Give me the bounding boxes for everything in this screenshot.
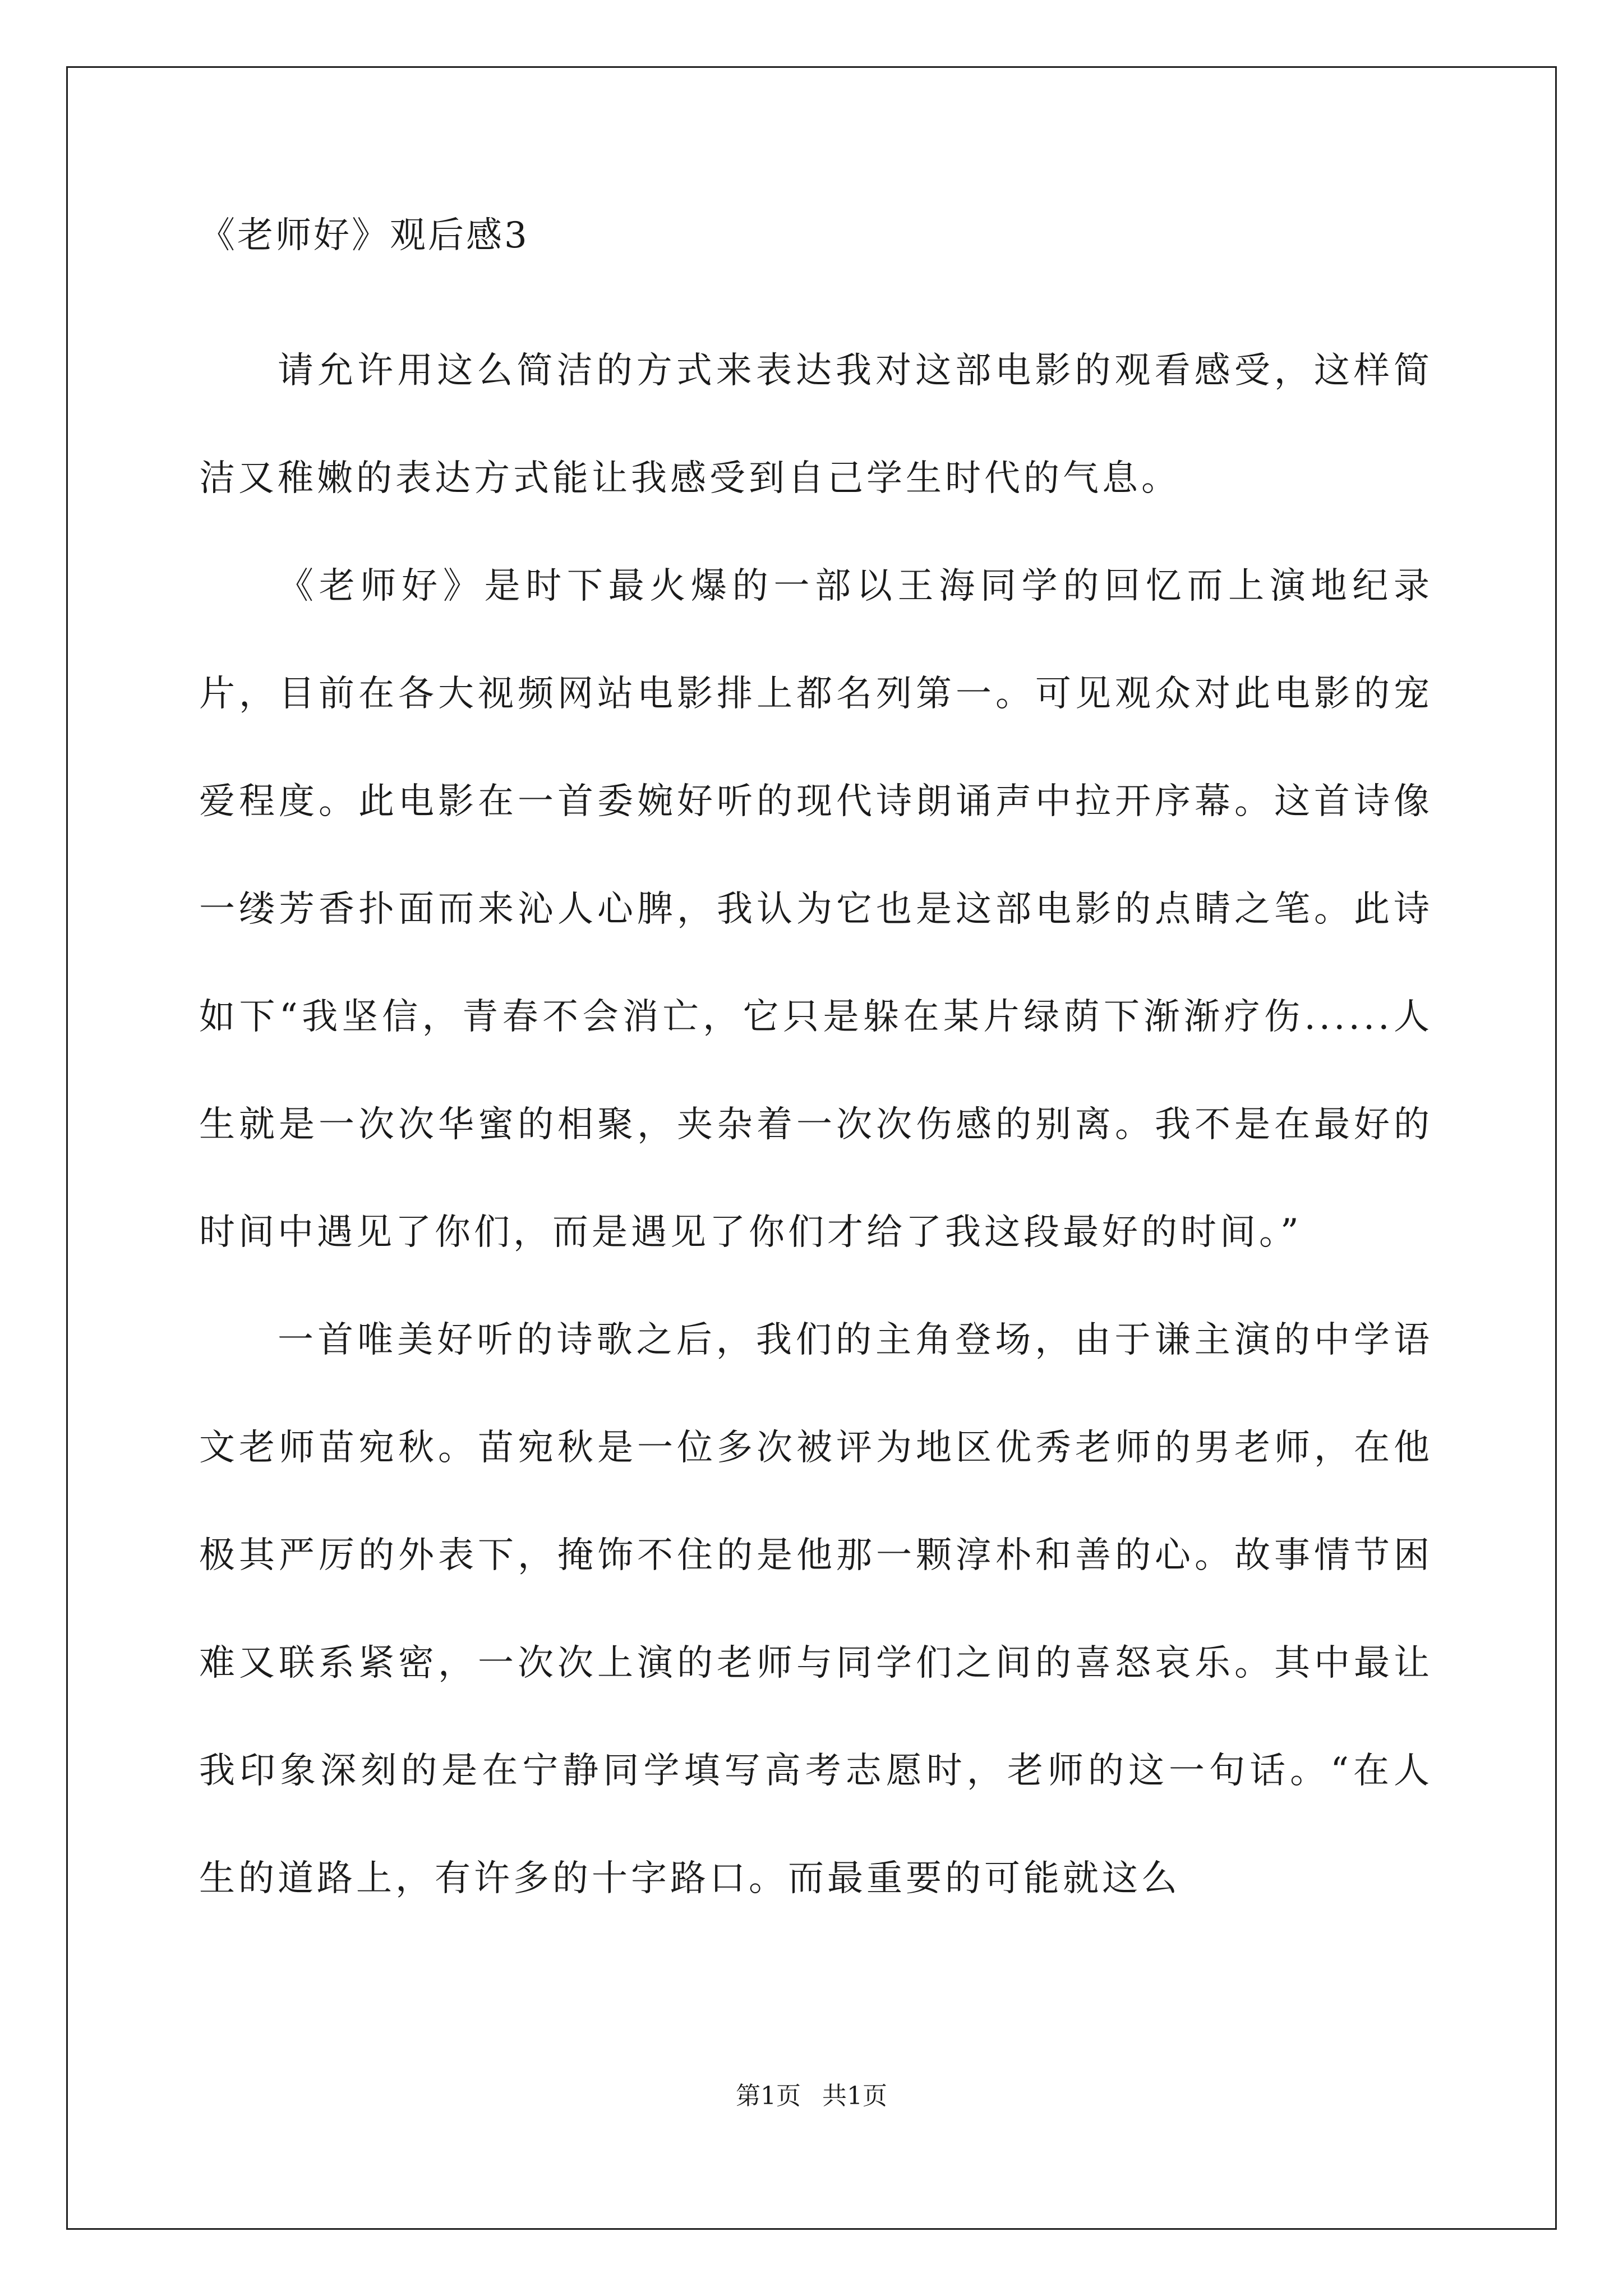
page-total: 共1页: [822, 2082, 887, 2110]
paragraph-2: 《老师好》是时下最火爆的一部以王海同学的回忆而上演地纪录片，目前在各大视频网站电影排上都名列第一。可见观众对此电影的宠爱程度。此电影在一首委婉好听的现代诗朗诵声中拉开序幕。这首诗像一缕芳香扑面而来沁人心脾，我认为它也是这部电影的点睛之笔。此诗如下“我坚信，青春不会消亡，它只是躲在某片绿荫下渐渐疗伤......人生就是一次次华蜜的相聚，夹杂着一次次伤感的别离。我不是在最好的时间中遇见了你们，而是遇见了你们才给了我这段最好的时间。”: [199, 565, 1433, 1253]
document-title: 《老师好》观后感3: [199, 215, 529, 256]
page-footer: [0, 2076, 1623, 2111]
page-number: 第1页: [736, 2082, 801, 2110]
document-body: [199, 213, 1433, 1932]
paragraph-1: 请允许用这么简洁的方式来表达我对这部电影的观看感受，这样简洁又稚嫩的表达方式能让我感受到自己学生时代的气息。: [199, 350, 1433, 499]
paragraph-3: 一首唯美好听的诗歌之后，我们的主角登场，由于谦主演的中学语文老师苗宛秋。苗宛秋是一位多次被评为地区优秀老师的男老师，在他极其严厉的外表下，掩饰不住的是他那一颗淳朴和善的心。故事情节困难又联系紧密，一次次上演的老师与同学们之间的喜怒哀乐。其中最让我印象深刻的是在宁静同学填写高考志愿时，老师的这一句话。“在人生的道路上，有许多的十字路口。而最重要的可能就这么: [199, 1319, 1433, 1899]
